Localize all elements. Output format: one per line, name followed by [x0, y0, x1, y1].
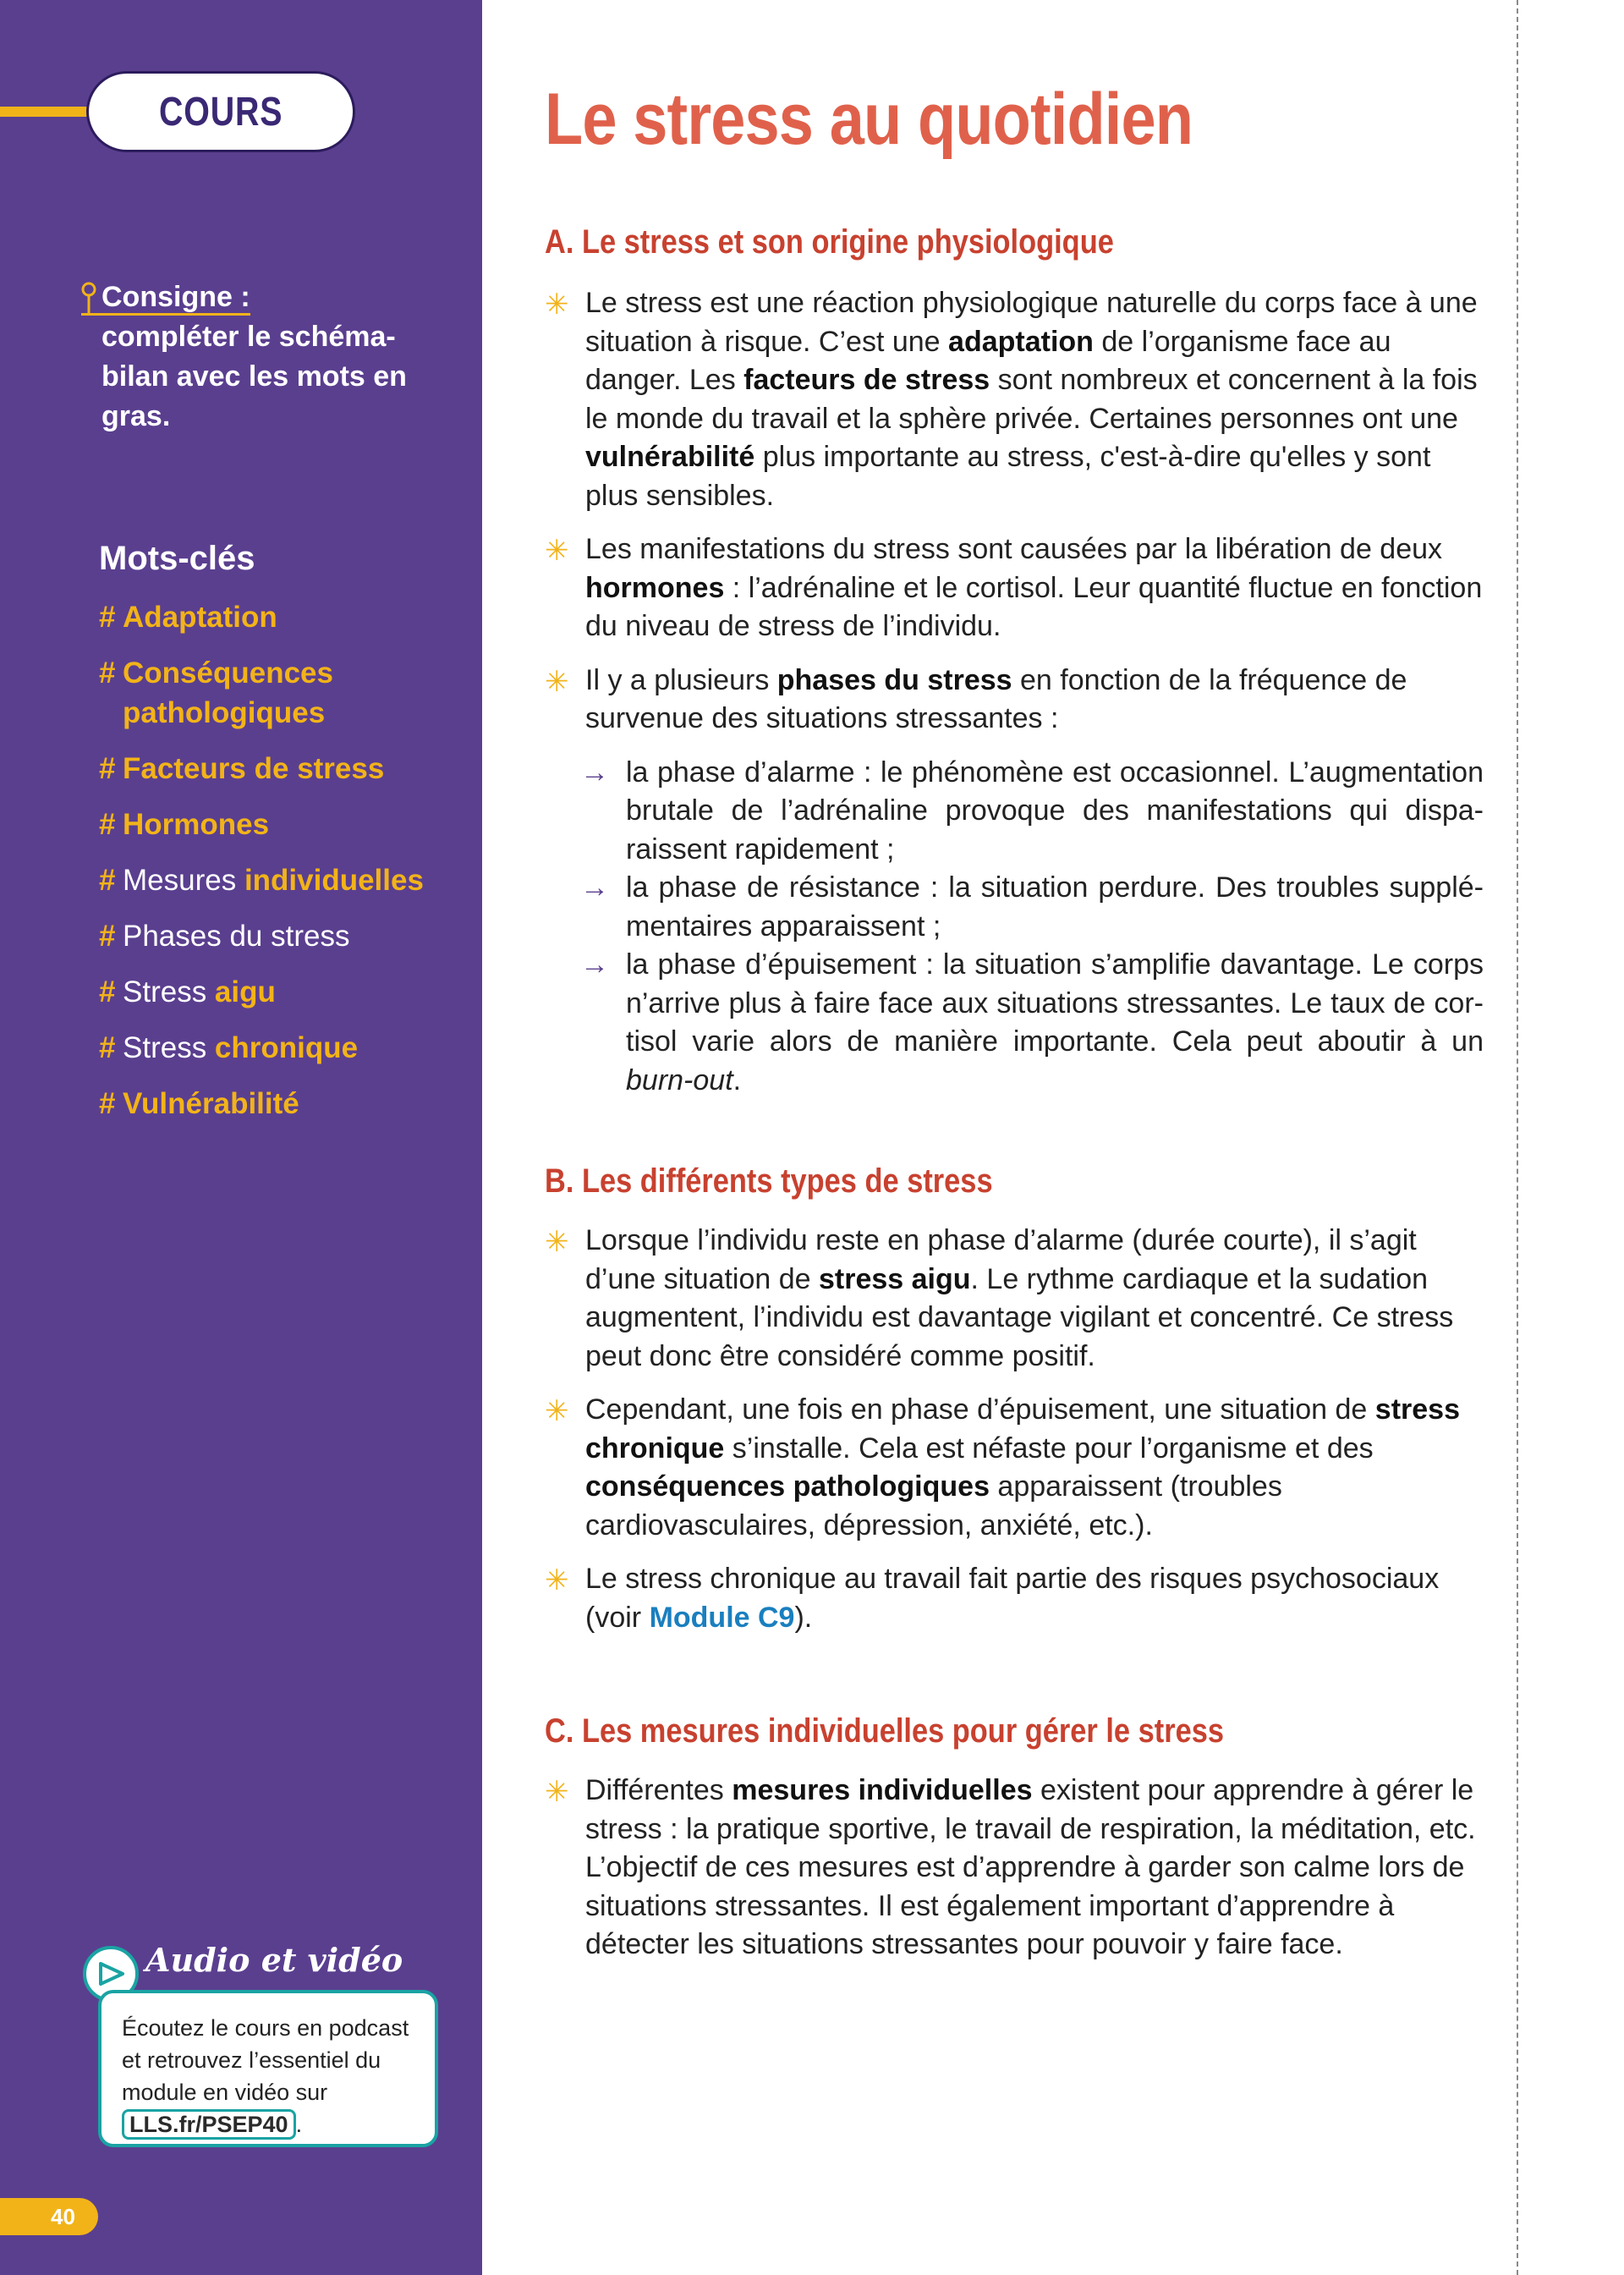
- sidebar: [0, 0, 482, 2275]
- hash-icon: #: [99, 920, 116, 953]
- keyword-bold: mesures individuelles: [732, 1774, 1033, 1806]
- hash-icon: #: [99, 752, 116, 785]
- hash-icon: #: [99, 1087, 116, 1120]
- hash-icon: #: [99, 975, 116, 1008]
- section-c-body: [545, 1772, 1484, 1980]
- sub-bullet: [545, 946, 1484, 1100]
- hash-icon: #: [99, 657, 116, 690]
- keyword-item: [99, 1084, 471, 1124]
- text-run: Le stress chronique au travail fait partie des risques psychosociaux (voir: [585, 1563, 1440, 1634]
- sub-bullet: [545, 869, 1484, 946]
- arrow-right-icon: →: [580, 871, 609, 904]
- keyword-bold: vulnérabilité: [585, 441, 755, 473]
- page-number: 40: [51, 2203, 75, 2229]
- section-a-title: A. Le stress et son origine physiologique: [545, 223, 1114, 261]
- sub-bullet: [545, 754, 1484, 870]
- audio-end: .: [295, 2112, 303, 2137]
- keyword-plain: Mesures: [123, 864, 244, 897]
- audio-title: Audio et vidéo: [145, 1941, 403, 1979]
- bullet-paragraph: [545, 662, 1484, 739]
- bullet-paragraph: [545, 1772, 1484, 1965]
- keyword-item: [99, 972, 471, 1012]
- keyword-bold: individuelles: [244, 864, 424, 897]
- keyword-bold: hormones: [585, 571, 725, 604]
- asterisk-icon: ✳: [545, 1395, 569, 1427]
- keyword-item: [99, 653, 471, 733]
- keyword-item: [99, 916, 471, 956]
- bullet-paragraph: [545, 1222, 1484, 1376]
- lls-link[interactable]: LLS.fr/PSEP40: [122, 2109, 296, 2140]
- keyword-item: [99, 1028, 471, 1068]
- text-run: s’installe. Cela est néfaste pour l’organisme et des: [724, 1431, 1374, 1464]
- text-run: Lorsque l’individu reste en phase d’alarme (durée courte), il s’agit d’une situation de: [585, 1224, 1417, 1295]
- consigne-text: compléter le schéma-bilan avec les mots en gras.: [102, 321, 407, 432]
- bullet-paragraph: [545, 530, 1484, 646]
- audio-box: [98, 1990, 438, 2147]
- keyword-bold: conséquences pathologiques: [585, 1470, 990, 1503]
- asterisk-icon: ✳: [545, 665, 569, 698]
- keyword-bold: Facteurs de stress: [123, 752, 385, 785]
- asterisk-icon: ✳: [545, 1776, 569, 1808]
- bullet-paragraph: [545, 1391, 1484, 1545]
- keyword-bold: Vulnérabilité: [123, 1087, 299, 1120]
- text-run: la phase d’épuisement : la situation s’amplifie davantage. Le corps n’arrive plus à faire face aux situations stressantes. Le taux de cor-tisol varie alors de manière importante. Cela peut aboutir à un: [626, 948, 1484, 1058]
- text-run: Il y a plusieurs: [585, 663, 777, 696]
- text-run: ).: [794, 1601, 813, 1634]
- keyword-plain: Phases du stress: [123, 920, 350, 953]
- text-italic: burn-out: [626, 1063, 733, 1096]
- text-run: la phase de résistance : la situation perdure. Des troubles supplé-mentaires apparaissent ;: [626, 871, 1484, 942]
- keyword-item: [99, 805, 471, 844]
- text-run: la phase d’alarme : le phénomène est occasionnel. L’augmentation brutale de l’adrénaline provoque des manifestations qui dispa-raissent rapidement ;: [626, 756, 1484, 865]
- text-run: apparaissent (troubles cardiovasculaires, dépression, anxiété, etc.).: [585, 1470, 1282, 1541]
- keyword-bold: adaptation: [948, 325, 1094, 358]
- keyword-bold: stress chronique: [585, 1393, 1460, 1464]
- section-b-body: [545, 1222, 1484, 1652]
- text-run: .: [732, 1063, 742, 1096]
- keyword-bold: Conséquences pathologiques: [123, 657, 333, 729]
- section-c-title: C. Les mesures individuelles pour gérer le stress: [545, 1712, 1224, 1750]
- keyword-bold: aigu: [214, 975, 276, 1008]
- keyword-bold: chronique: [214, 1031, 359, 1064]
- page-title: Le stress au quotidien: [545, 79, 1193, 160]
- keyword-item: [99, 860, 471, 900]
- arrow-right-icon: →: [580, 948, 609, 981]
- asterisk-icon: ✳: [545, 1564, 569, 1596]
- cours-label: COURS: [158, 89, 283, 135]
- audio-text: Écoutez le cours en podcast et retrouvez l’essentiel du module en vidéo sur: [122, 2015, 409, 2105]
- mots-cles-title: Mots-clés: [99, 540, 255, 577]
- text-run: Les manifestations du stress sont causées par la libération de deux: [585, 533, 1443, 565]
- hash-icon: #: [99, 1031, 116, 1064]
- text-run: Le stress est une réaction physiologique naturelle du corps face à une situation à risque. C’est une: [585, 287, 1478, 358]
- keyword-plain: Stress: [123, 1031, 215, 1064]
- consigne-label: Consigne :: [81, 281, 250, 316]
- cours-accent-bar: [0, 107, 100, 117]
- text-run: en fonction de la fréquence de survenue des situations stressantes :: [585, 663, 1407, 734]
- page-number-badge: [0, 2198, 98, 2235]
- arrow-right-icon: →: [580, 756, 609, 789]
- keyword-item: [99, 597, 471, 637]
- asterisk-icon: ✳: [545, 535, 569, 567]
- keyword-item: [99, 749, 471, 789]
- cours-badge: [86, 71, 355, 152]
- text-run: plus importante au stress, c'est-à-dire qu'elles y sont plus sensibles.: [585, 441, 1431, 512]
- hash-icon: #: [99, 601, 116, 634]
- text-run: de l’organisme face au danger. Les: [585, 325, 1391, 396]
- text-run: . Le rythme cardiaque et la sudation augmentent, l’individu est davantage vigilant et concentré. Ce stress peut donc être considéré comme positif.: [585, 1262, 1454, 1372]
- text-run: Différentes: [585, 1774, 732, 1806]
- bullet-paragraph: [545, 1560, 1484, 1637]
- text-run: existent pour apprendre à gérer le stress : la pratique sportive, le travail de respiration, la méditation, etc. L’objectif de ces mesures est d’apprendre à garder son calme lors de situations stressantes. Il est également important d’apprendre à détecter les situations stressantes pour pouvoir y faire face.: [585, 1774, 1476, 1960]
- section-b-title: B. Les différents types de stress: [545, 1162, 993, 1200]
- keyword-bold: Adaptation: [123, 601, 277, 634]
- text-run: Cependant, une fois en phase d’épuisement, une situation de: [585, 1393, 1375, 1426]
- asterisk-icon: ✳: [545, 288, 569, 321]
- asterisk-icon: ✳: [545, 1226, 569, 1258]
- text-run: : l’adrénaline et le cortisol. Leur quantité fluctue en fonction du niveau de stress de l’individu.: [585, 571, 1483, 642]
- keyword-bold: facteurs de stress: [743, 364, 990, 396]
- keyword-list: [99, 597, 471, 1140]
- cut-line: [1517, 0, 1518, 2275]
- hash-icon: #: [99, 864, 116, 897]
- hash-icon: #: [99, 808, 116, 841]
- keyword-bold: phases du stress: [776, 663, 1012, 696]
- bullet-paragraph: [545, 284, 1484, 515]
- keyword-plain: Stress: [123, 975, 215, 1008]
- keyword-bold: Hormones: [123, 808, 270, 841]
- keyword-bold: stress aigu: [818, 1262, 971, 1295]
- module-link[interactable]: Module C9: [649, 1601, 795, 1634]
- consigne-block: [81, 278, 436, 437]
- section-a-body: [545, 284, 1484, 1100]
- text-run: sont nombreux et concernent à la fois le monde du travail et la sphère privée. Certaines personnes ont une: [585, 364, 1478, 435]
